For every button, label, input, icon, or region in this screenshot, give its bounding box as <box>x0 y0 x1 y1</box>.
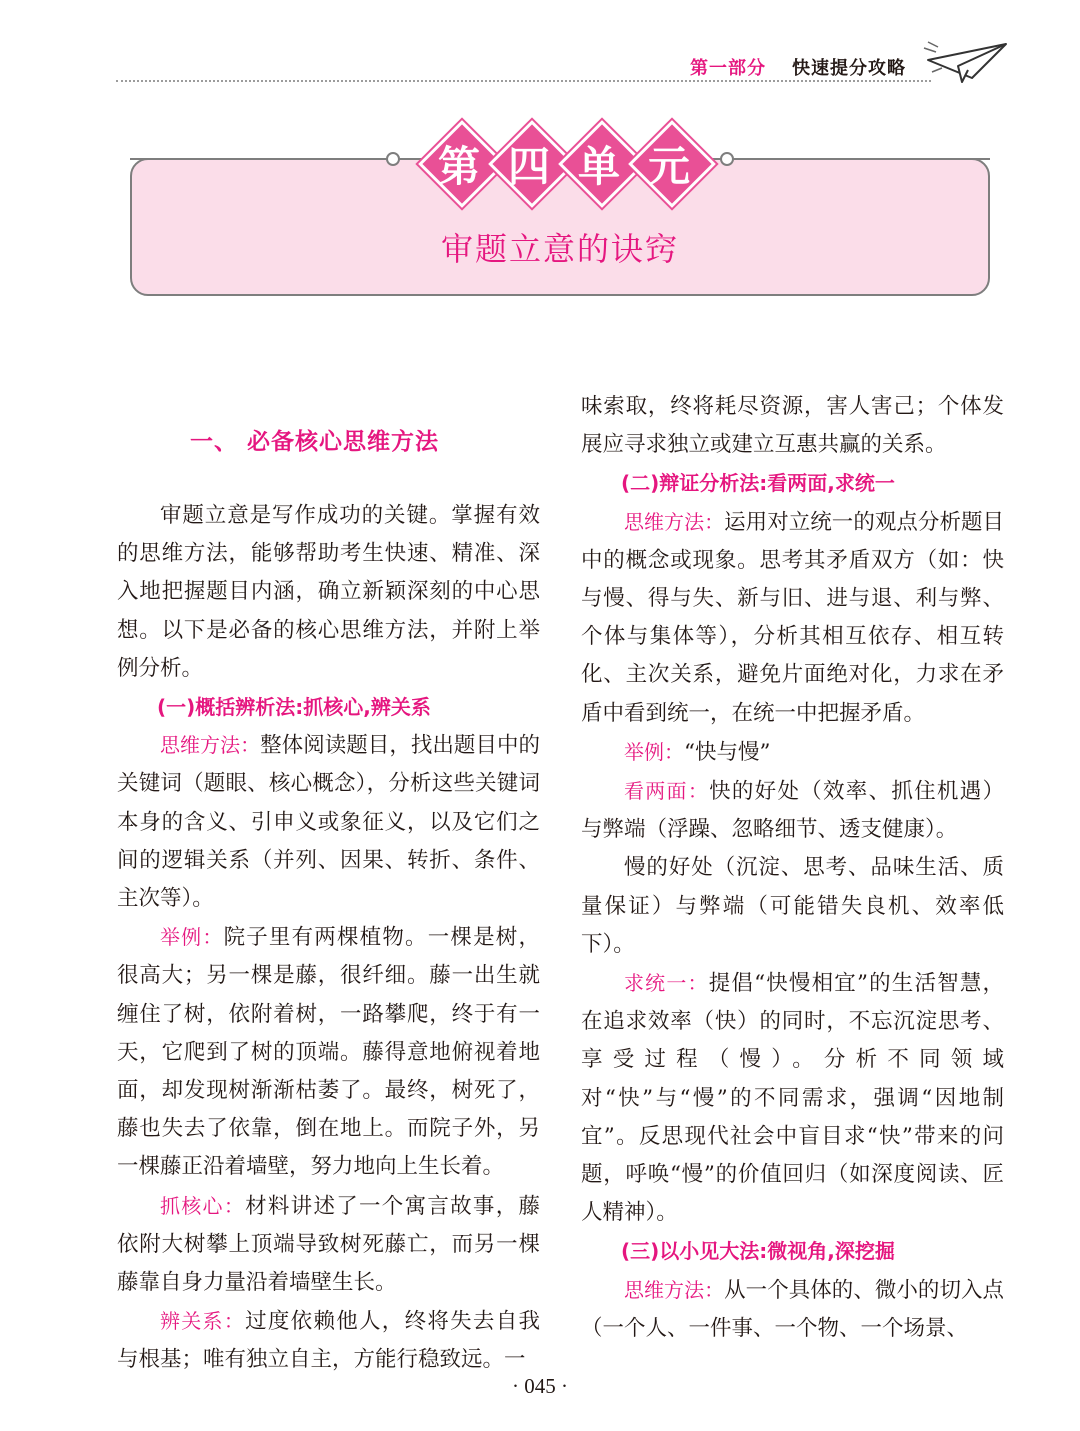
method-label: 思维方法： <box>160 733 261 758</box>
core-text: 材料讲述了一个寓言故事，藤依附大树攀上顶端导致树死藤亡，而另一棵藤靠自身力量沿着墙壁生长。 <box>117 1193 540 1296</box>
example-label: 举例： <box>624 739 684 764</box>
sides-text: 快的好处（效率、抓住机遇）与弊端（浮躁、忽略细节、透支健康）。 <box>581 779 1004 843</box>
method3-method-paragraph <box>581 1271 1004 1348</box>
method-label: 思维方法： <box>624 1277 725 1302</box>
method1-example-paragraph <box>117 918 540 1186</box>
example-text: 院子里有两棵植物。一棵是树，很高大；另一棵是藤，很纤细。藤一出生就缠住了树，依附着树，一路攀爬，终于有一天，它爬到了树的顶端。藤得意地俯视着地面，却发现树渐渐枯萎了。最终，树死了，藤也失去了依靠，倒在地上。而院子外，另一棵藤正沿着墙壁，努力地向上生长着。 <box>117 925 540 1180</box>
relation-continued: 味索取，终将耗尽资源，害人害己；个体发展应寻求独立或建立互惠共赢的关系。 <box>581 394 1004 458</box>
method2-example-paragraph <box>581 733 1004 772</box>
relation-label: 辨关系： <box>160 1309 246 1334</box>
method2-unity-paragraph <box>581 964 1004 1232</box>
unity-label: 求统一： <box>624 971 709 996</box>
header-topic-label: 快速提分攻略 <box>792 58 906 79</box>
unit-char: 四 <box>507 142 550 191</box>
method1-core-paragraph <box>117 1187 540 1303</box>
method2-method-paragraph <box>581 503 1004 733</box>
unity-text: 提倡“快慢相宜”的生活智慧，在追求效率（快）的同时，不忘沉淀思考、享受过程（慢）。分析不同领域对“快”与“慢”的不同需求，强调“因地制宜”。反思现代社会中盲目求“快”带来的问题，呼唤“慢”的价值回归（如深度阅读、匠人精神）。 <box>581 971 1005 1226</box>
unit-char: 第 <box>437 142 480 191</box>
core-label: 抓核心： <box>160 1193 246 1218</box>
method1-heading: (一)概括辨析法:抓核心,辨关系 <box>157 695 431 720</box>
example-label: 举例： <box>160 925 224 950</box>
method1-method-paragraph <box>117 726 540 918</box>
unit-char: 单 <box>577 142 620 191</box>
unit-title <box>410 122 710 202</box>
method-text: 运用对立统一的观点分析题目中的概念或现象。思考其矛盾双方（如：快与慢、得与失、新与旧、进与退、利与弊、个体与集体等），分析其相互依存、相互转化、主次关系，避免片面绝对化，力求在矛盾中看到统一，在统一中把握矛盾。 <box>581 509 1004 726</box>
left-column <box>117 497 540 1380</box>
right-column <box>581 388 1004 1348</box>
method1-relation-paragraph <box>117 1302 540 1379</box>
method2-heading: (二)辩证分析法:看两面,求统一 <box>621 471 895 496</box>
sides-label: 看两面： <box>624 779 710 804</box>
unit-char: 元 <box>647 142 690 191</box>
method2-sides-paragraph <box>581 772 1004 849</box>
unit-subtitle: 审题立意的诀窍 <box>440 230 679 268</box>
method-text: 从一个具体的、微小的切入点（一个人、一件事、一个物、一个场景、 <box>581 1277 1004 1341</box>
method3-heading: (三)以小见大法:微视角,深挖掘 <box>621 1239 895 1264</box>
header-part-label: 第一部分 <box>690 58 766 79</box>
section-title: 一、 必备核心思维方法 <box>190 429 440 455</box>
method2-slow-paragraph: 慢的好处（沉淀、思考、品味生活、质量保证）与弊端（可能错失良机、效率低下）。 <box>581 855 1004 957</box>
example-text: “快与慢” <box>684 739 771 765</box>
relation-text: 过度依赖他人，终将失去自我与根基；唯有独立自主，方能行稳致远。一 <box>117 1309 540 1373</box>
method-label: 思维方法： <box>624 509 725 534</box>
method-text: 整体阅读题目，找出题目中的关键词（题眼、核心概念），分析这些关键词本身的含义、引申义或象征义，以及它们之间的逻辑关系（并列、因果、转折、条件、主次等）。 <box>117 733 540 912</box>
intro-paragraph: 审题立意是写作成功的关键。掌握有效的思维方法，能够帮助考生快速、精准、深入地把握题目内涵，确立新颖深刻的中心思想。以下是必备的核心思维方法，并附上举例分析。 <box>117 503 540 681</box>
page-number: · 045 · <box>512 1374 568 1398</box>
